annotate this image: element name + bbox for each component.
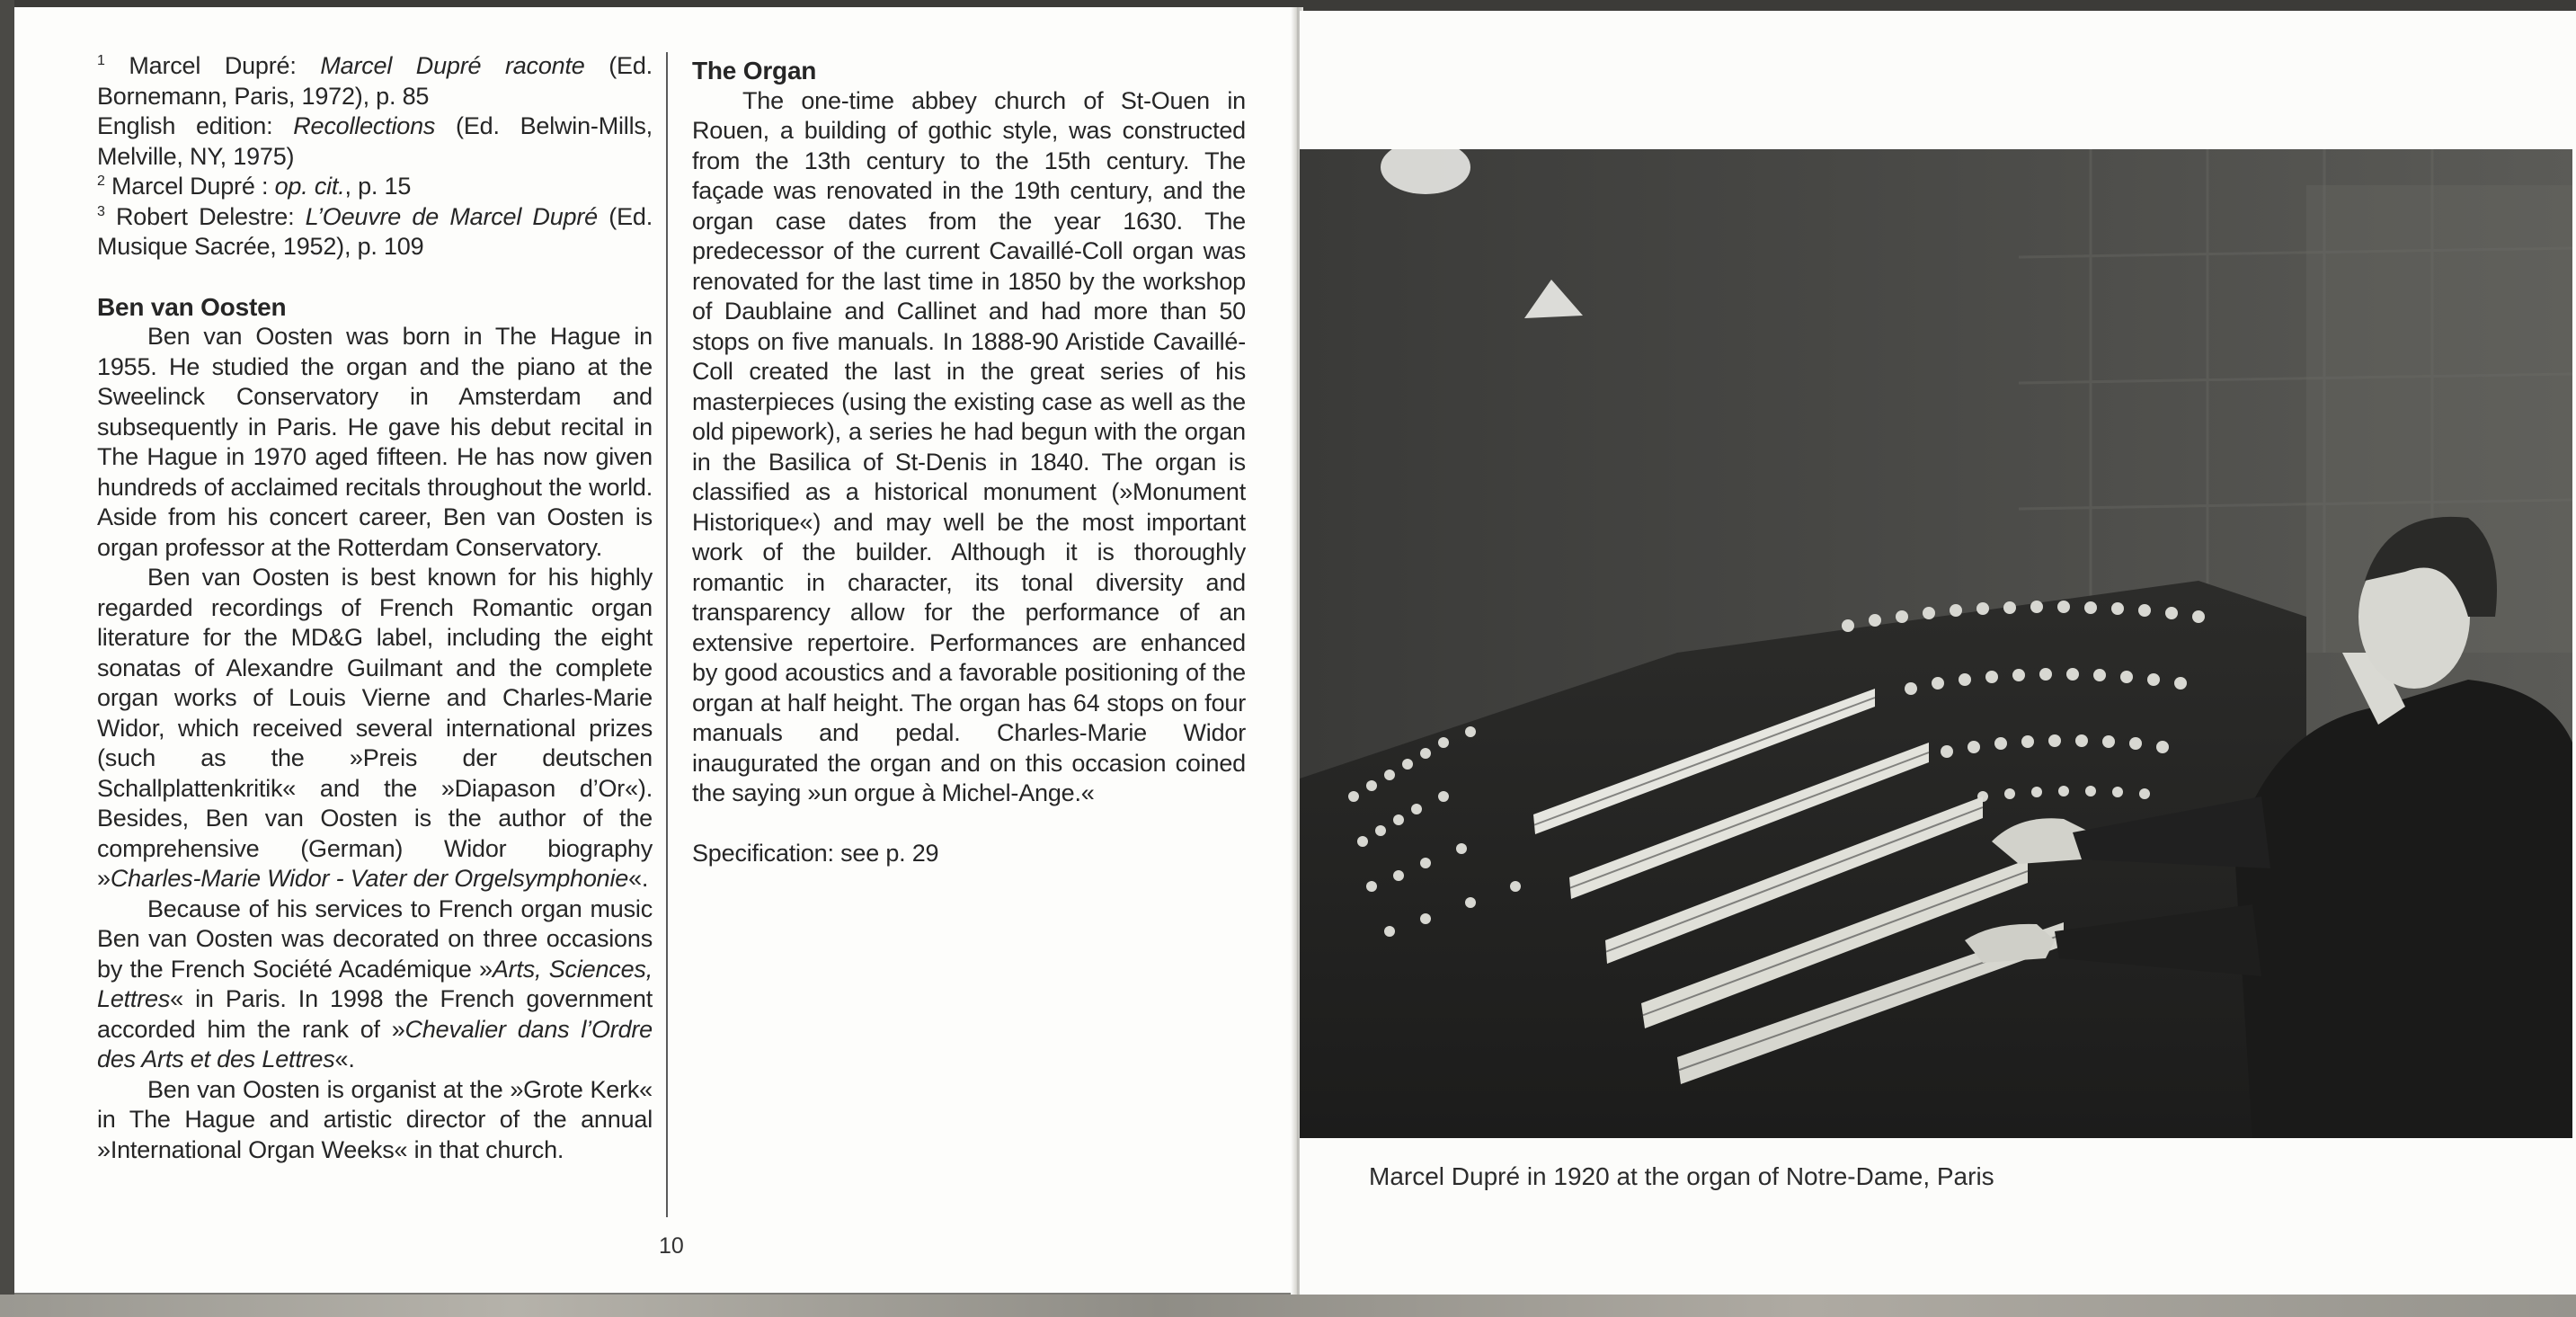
footnote-2: $^2$ Marcel Dupré : op. cit., p. 15 — [97, 173, 412, 200]
scan-background-bottom — [0, 1295, 2576, 1317]
footnote-3: $^3$ Robert Delestre: L’Oeuvre de Marcel Dupré (Ed. Musique Sacrée, 1952), p. 109 — [97, 202, 653, 260]
footnote-2-number: 2 — [97, 174, 105, 189]
page-number: 10 — [659, 1233, 684, 1259]
footnote-1-number: 1 — [97, 53, 105, 68]
left-column — [97, 51, 653, 1165]
footnote-1: $^1$ Marcel Dupré: Marcel Dupré raconte (Ed. Bornemann, Paris, 1972), p. 85 English edition: Recollections (Ed. Belwin-Mills, Melville, NY, 1975) — [97, 52, 653, 170]
organ-paragraph: The one-time abbey church of St-Ouen in Rouen, a building of gothic style, was constructed from the 13th century to the 15th century. The façade was renovated in the 19th century, and the organ case dates from the year 1630. The predecessor of the current Cavaillé-Coll organ was renovated for the last time in 1850 by the workshop of Daublaine and Callinet and had more than 50 stops on five manuals. In 1888-90 Aristide Cavaillé-Coll created the last in the great series of his masterpieces (using the existing case as well as the old pipework), a series he had begun with the organ in the Basilica of St-Denis in 1840. The organ is classified as a historical monument (»Monument Historique«) and may well be the most important work of the builder. Although it is thoroughly romantic in character, its tonal diversity and transparency allow for the performance of an extensive repertoire. Performances are enhanced by good acoustics and a favorable positioning of the organ at half height. The organ has 64 stops on four manuals and pedal. Charles-Marie Widor inaugurated the organ and on this occasion coined the saying »un orgue à Michel-Ange.« — [692, 86, 1246, 806]
bio-paragraph-4: Ben van Oosten is organist at the »Grote Kerk« in The Hague and artistic director of the annual »International Organ Weeks« in that church. — [97, 1075, 653, 1163]
organ-photo — [1300, 149, 2572, 1138]
photo-caption: Marcel Dupré in 1920 at the organ of Notre-Dame, Paris — [1369, 1162, 1994, 1190]
footnote-3-number: 3 — [97, 203, 105, 219]
specification-note: Specification: see p. 29 — [692, 839, 939, 867]
bio-paragraph-1: Ben van Oosten was born in The Hague in 1955. He studied the organ and the piano at the Sweelinck Conservatory in Amsterdam and subsequently in Paris. He gave his debut recital in The Hague in 1970 aged fifteen. He has now given hundreds of acclaimed recitals throughout the world. Aside from his concert career, Ben van Oosten is organ professor at the Rotterdam Conservatory. — [97, 323, 653, 561]
bio-paragraph-2: Ben van Oosten is best known for his highly regarded recordings of French Romantic organ literature for the MD&G label, including the eight sonatas of Alexandre Guilmant and the complete organ works of Louis Vierne and Charles-Marie Widor, which received several international prizes (such as the »Preis der deutschen Schallplattenkritik« and the »Diapason d’Or«). Besides, Ben van Oosten is the author of the comprehensive (German) Widor biography »Charles-Marie Widor - Vater der Orgelsymphonie«. — [97, 564, 653, 892]
bio-heading: Ben van Oosten — [97, 292, 287, 321]
column-divider — [666, 52, 668, 1217]
bio-paragraph-3: Because of his services to French organ music Ben van Oosten was decorated on three occasions by the French Société Académique »Arts, Sciences, Lettres« in Paris. In 1998 the French government accorded him the rank of »Chevalier dans l’Ordre des Arts et des Lettres«. — [97, 894, 653, 1072]
scan-background-left — [0, 0, 14, 1317]
middle-column — [692, 56, 1246, 868]
organ-heading: The Organ — [692, 57, 817, 85]
